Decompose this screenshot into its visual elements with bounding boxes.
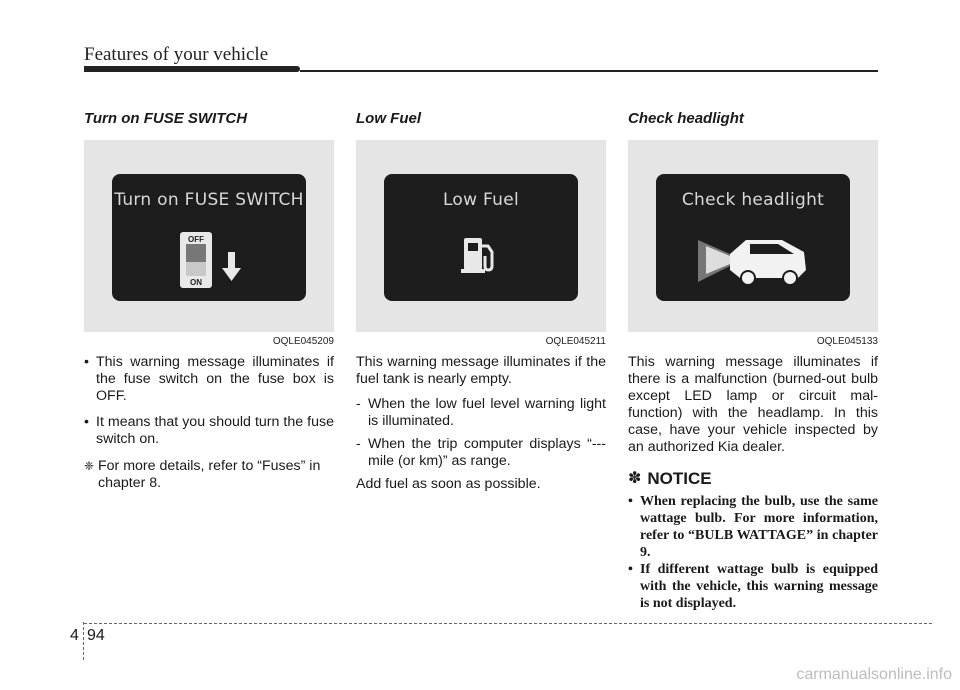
section-body — [356, 354, 606, 493]
watermark: carmanualsonline.info — [796, 666, 952, 683]
section-body — [84, 354, 334, 492]
section-title: Turn on FUSE SWITCH — [84, 110, 248, 127]
header-title: Features of your vehicle — [84, 44, 269, 65]
figure-fuse-switch — [84, 140, 334, 332]
cluster-display — [112, 174, 306, 301]
figure-code: OQLE045133 — [816, 336, 878, 347]
header-bar — [84, 66, 300, 72]
footer-divider — [83, 622, 84, 660]
cluster-display — [656, 174, 850, 301]
list-item: - When the trip computer displays “--- mile (or km)” as range. — [356, 436, 606, 469]
note-icon: ❈ — [84, 459, 95, 473]
bullet-icon: • — [628, 494, 633, 509]
section-title: Low Fuel — [356, 110, 421, 127]
arrow-down-icon — [112, 174, 306, 301]
notice-item: • When replacing the bulb, use the same wattage bulb. For more information, refer to “BULB WATTAGE” in chapter 9. — [628, 494, 878, 560]
fuel-pump-icon — [384, 174, 578, 301]
reference-note: ❈ For more details, refer to “Fuses” in chapter 8. — [84, 458, 321, 491]
list-item: • This warning message illuminates if the fuse switch on the fuse box is OFF. — [84, 354, 334, 404]
section-body — [628, 354, 878, 612]
display-message: Low Fuel — [442, 190, 520, 210]
figure-code: OQLE045209 — [272, 336, 334, 347]
section-title: Check headlight — [628, 110, 744, 127]
header-rule — [300, 70, 878, 72]
cluster-display — [384, 174, 578, 301]
bullet-icon: • — [84, 414, 89, 430]
notice-icon: ✽ — [628, 470, 642, 487]
page-number: 94 — [87, 627, 105, 644]
display-message: Turn on FUSE SWITCH — [114, 190, 304, 210]
notice-item: • If different wattage bulb is equipped with the vehicle, this warning message is not displayed. — [628, 562, 878, 611]
body-paragraph: This warning message illuminates if there is a malfunction (burned-out bulb except LED lamp or circuit mal- function) with the headlamp. In this case, have your vehicle inspected by an authorized Kia dealer. — [628, 354, 878, 455]
svg-text:OFF: OFF — [188, 235, 204, 244]
outro-text: Add fuel as soon as possible. — [356, 476, 541, 492]
bullet-icon: • — [84, 354, 89, 370]
list-item: - When the low fuel level warning light is illuminated. — [356, 396, 606, 429]
notice-heading: ✽ NOTICE — [628, 469, 712, 488]
section-fuse-switch — [84, 110, 334, 492]
section-check-headlight — [628, 110, 878, 612]
list-item: • It means that you should turn the fuse switch on. — [84, 414, 334, 447]
figure-code: OQLE045211 — [545, 336, 606, 347]
section-low-fuel — [356, 110, 606, 501]
bullet-icon: • — [628, 562, 633, 577]
chapter-number: 4 — [70, 627, 79, 644]
figure-check-headlight — [628, 140, 878, 332]
headlight-car-icon — [656, 174, 850, 301]
footer-rule — [84, 623, 932, 624]
figure-low-fuel — [356, 140, 606, 332]
intro-text: This warning message illuminates if the fuel tank is nearly empty. — [356, 354, 606, 387]
display-message: Check headlight — [681, 190, 825, 210]
svg-text:ON: ON — [190, 278, 202, 287]
